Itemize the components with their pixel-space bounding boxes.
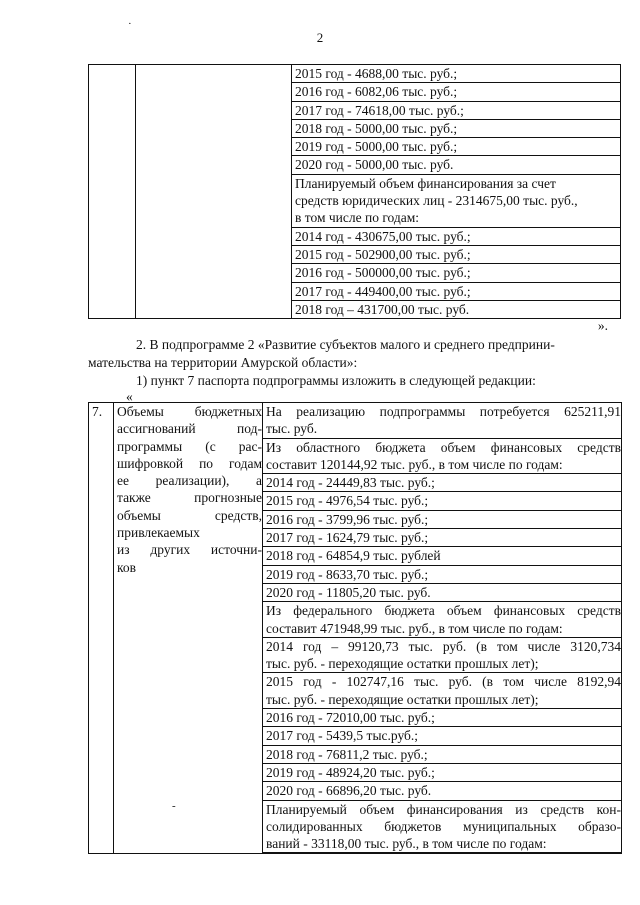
paragraph-line: 1) пункт 7 паспорта подпрограммы изложить в следующей редакции: — [136, 373, 536, 388]
text-line: На реализацию подпрограммы потребуется 625211,91 — [266, 404, 621, 419]
text-line: 2014 год - 430675,00 тыс. руб.; — [292, 228, 620, 246]
text-line: шифровкой по годам — [117, 455, 262, 471]
text-line: 2020 год - 5000,00 тыс. руб. — [292, 156, 620, 174]
text-line: 2015 год - 4976,54 тыс. руб.; — [263, 492, 621, 510]
stray-mark: · — [128, 18, 132, 30]
text-line: 2016 год - 72010,00 тыс. руб.; — [263, 709, 621, 727]
text-line: ассигнований под- — [117, 421, 262, 437]
text-line: 2018 год - 64854,9 тыс. рублей — [263, 547, 621, 565]
text-line: 2014 год – 99120,73 тыс. руб. (в том числе 3120,734 — [266, 638, 621, 654]
text-line: 2017 год - 449400,00 тыс. руб.; — [292, 283, 620, 301]
text-line: 2018 год – 431700,00 тыс. руб. — [295, 301, 470, 317]
text-line: Планируемый объем финансирования за счет — [295, 175, 556, 191]
text-line: в том числе по годам: — [292, 209, 620, 227]
page-number: 2 — [316, 30, 324, 45]
table-cell-content — [292, 65, 621, 319]
text-line: ваний - 33118,00 тыс. руб., в том числе по годам: — [263, 835, 621, 853]
text-line: тыс. руб. - переходящие остатки прошлых лет); — [263, 691, 621, 709]
text-line: Из федерального бюджета объем финансовых средств — [266, 603, 621, 619]
text-line: 2016 год - 500000,00 тыс. руб.; — [292, 264, 620, 282]
text-line: 2014 год - 24449,83 тыс. руб.; — [263, 474, 621, 492]
text-line: средств юридических лиц - 2314675,00 тыс. руб., — [295, 193, 578, 209]
text-line: 2020 год - 11805,20 тыс. руб. — [263, 584, 621, 602]
text-line: 2016 год - 6082,06 тыс. руб.; — [292, 83, 620, 101]
text-line: 2017 год - 74618,00 тыс. руб.; — [292, 102, 620, 120]
text-line: 2015 год - 102747,16 тыс. руб. (в том числе 8192,94 — [266, 674, 621, 690]
text-line: составит 471948,99 тыс. руб., в том числе по годам: — [263, 620, 621, 638]
text-line: Объемы бюджетных — [117, 404, 262, 419]
text-line: Из областного бюджета объем финансовых средств — [266, 439, 621, 455]
text-line: 2019 год - 8633,70 тыс. руб.; — [263, 566, 621, 584]
text-line: из других источни- — [117, 542, 262, 558]
text-line: 2016 год - 3799,96 тыс. руб.; — [263, 511, 621, 529]
text-line: 2018 год - 76811,2 тыс. руб.; — [263, 746, 621, 764]
opening-quote: « — [126, 389, 133, 404]
text-line: тыс. руб. - переходящие остатки прошлых лет); — [263, 655, 621, 673]
funding-table-continuation — [88, 64, 621, 319]
table-cell-name — [114, 403, 263, 854]
text-line: составит 120144,92 тыс. руб., в том числе по годам: — [263, 456, 621, 474]
text-line: тыс. руб. — [263, 420, 621, 438]
text-line: 2019 год - 5000,00 тыс. руб.; — [292, 138, 620, 156]
text-line: 2015 год - 4688,00 тыс. руб.; — [292, 65, 620, 83]
closing-quote: ». — [597, 318, 608, 333]
text-line: 2015 год - 502900,00 тыс. руб.; — [292, 246, 620, 264]
text-line: также прогнозные — [117, 490, 262, 506]
table-cell-content — [263, 403, 622, 854]
table-cell-name — [136, 65, 292, 319]
text-line: 2018 год - 5000,00 тыс. руб.; — [292, 120, 620, 138]
text-line: 2017 год - 1624,79 тыс. руб.; — [263, 529, 621, 547]
text-line: программы (с рас- — [117, 438, 262, 454]
text-line: Планируемый объем финансирования из средств кон- — [266, 801, 621, 817]
text-line: объемы средств, — [117, 507, 262, 523]
subprogram-funding-table — [88, 402, 622, 854]
table-cell-number — [89, 403, 114, 854]
text-line: ее реализации), а — [117, 473, 262, 489]
paragraph-line: 2. В подпрограмме 2 «Развитие субъектов малого и среднего предприни- — [136, 337, 555, 352]
text-line: солидированных бюджетов муниципальных образо- — [266, 818, 621, 834]
text-line: 2017 год - 5439,5 тыс.руб.; — [263, 727, 621, 745]
paragraph-line: мательства на территории Амурской области»: — [88, 355, 358, 370]
text-line: 2019 год - 48924,20 тыс. руб.; — [263, 764, 621, 782]
stray-mark: - — [172, 800, 176, 812]
row-number: 7. — [92, 404, 103, 419]
text-line: привлекаемых — [117, 525, 200, 541]
table-cell-number — [89, 65, 136, 319]
text-line: ков — [117, 559, 136, 575]
text-line: 2020 год - 66896,20 тыс. руб. — [263, 782, 621, 800]
